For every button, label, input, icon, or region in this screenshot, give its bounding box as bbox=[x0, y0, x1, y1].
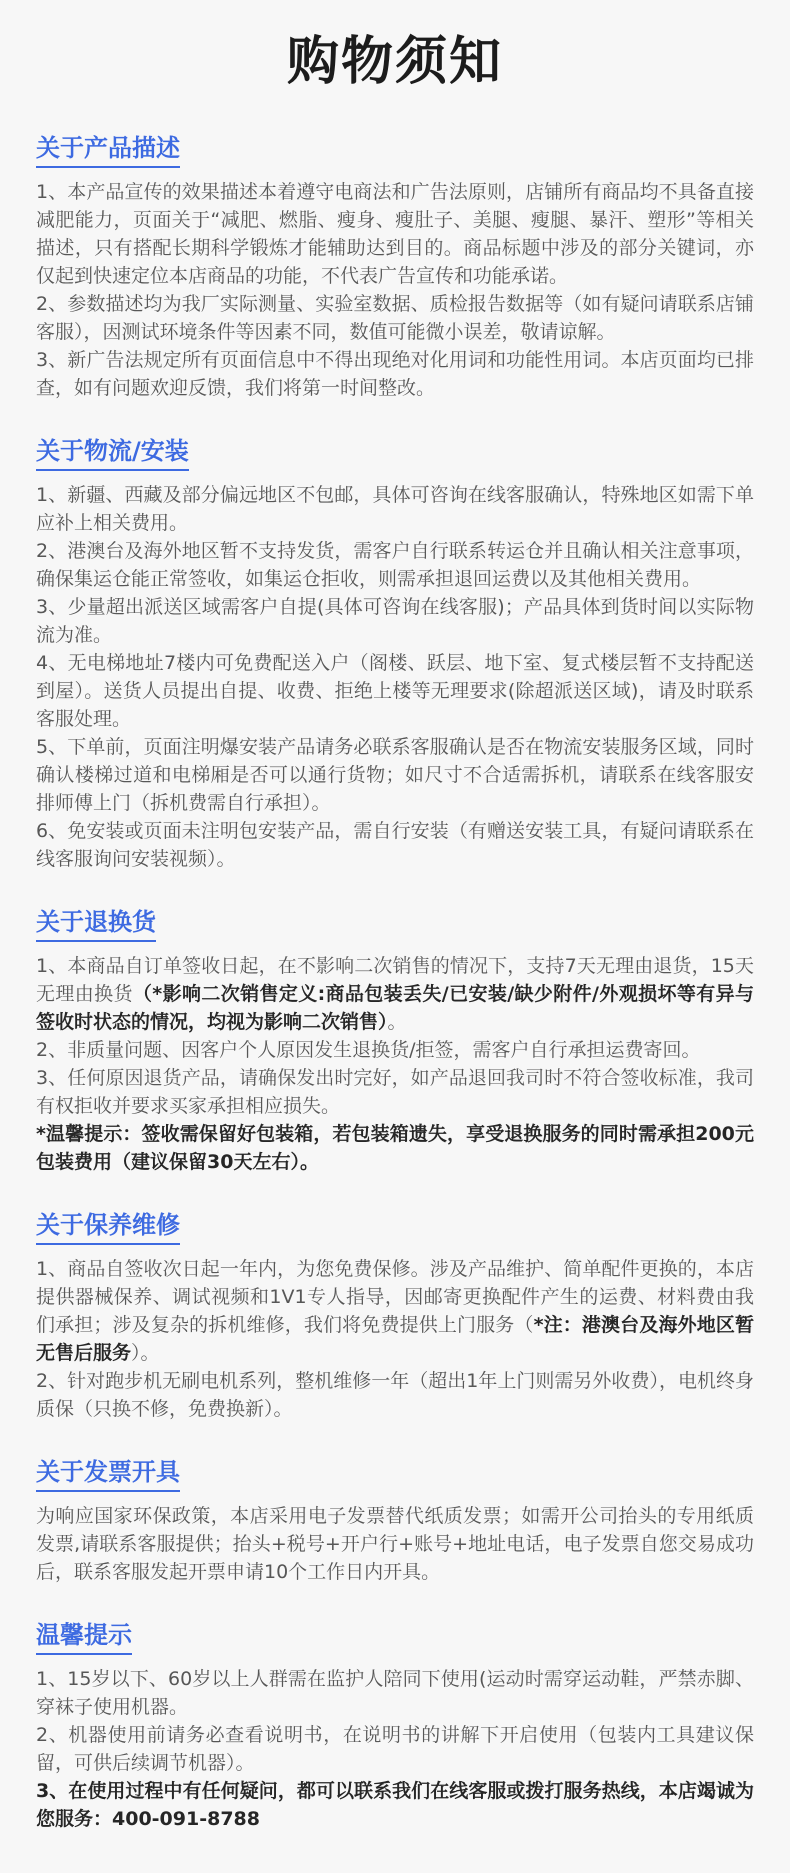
notice-section bbox=[36, 1620, 754, 1833]
body-text: 3、新广告法规定所有页面信息中不得出现绝对化用词和功能性用词。本店页面均已排查，如有问题欢迎反馈，我们将第一时间整改。 bbox=[36, 348, 754, 399]
section-heading bbox=[36, 907, 754, 942]
emphasized-text: （*影响二次销售定义:商品包装丢失/已安装/缺少附件/外观损坏等有异与签收时状态的情况，均视为影响二次销售） bbox=[36, 982, 754, 1033]
section-heading-text: 关于发票开具 bbox=[36, 1457, 180, 1492]
body-text: 1、本产品宣传的效果描述本着遵守电商法和广告法原则，店铺所有商品均不具备直接减肥能力，页面关于“减肥、燃脂、瘦身、瘦肚子、美腿、瘦腿、暴汗、塑形”等相关描述，只有搭配长期科学锻炼才能辅助达到目的。商品标题中涉及的部分关键词，亦仅起到快速定位本店商品的功能，不代表广告宣传和功能承诺。 bbox=[36, 180, 754, 287]
section-paragraph bbox=[36, 1120, 754, 1176]
section-heading-text: 温馨提示 bbox=[36, 1620, 132, 1655]
emphasized-text: *注：港澳台及海外地区暂无售后服务 bbox=[36, 1313, 754, 1364]
section-paragraph bbox=[36, 1367, 754, 1423]
emphasized-text: *温馨提示：签收需保留好包装箱，若包装箱遗失，享受退换服务的同时需承担200元包装费用（建议保留30天左右）。 bbox=[36, 1122, 754, 1173]
body-text: 为响应国家环保政策，本店采用电子发票替代纸质发票；如需开公司抬头的专用纸质发票,请联系客服提供；抬头+税号+开户行+账号+地址电话，电子发票自您交易成功后，联系客服发起开票申请10个工作日内开具。 bbox=[36, 1504, 754, 1583]
body-text: 1、新疆、西藏及部分偏远地区不包邮，具体可咨询在线客服确认，特殊地区如需下单应补上相关费用。 bbox=[36, 483, 754, 534]
section-heading bbox=[36, 436, 754, 471]
section-paragraph bbox=[36, 1036, 754, 1064]
body-text: ）。 bbox=[131, 1341, 160, 1364]
body-text: 1、15岁以下、60岁以上人群需在监护人陪同下使用(运动时需穿运动鞋，严禁赤脚、穿袜子使用机器。 bbox=[36, 1667, 754, 1718]
body-text: 2、参数描述均为我厂实际测量、实验室数据、质检报告数据等（如有疑问请联系店铺客服），因测试环境条件等因素不同，数值可能微小误差，敬请谅解。 bbox=[36, 292, 754, 343]
section-heading-text: 关于产品描述 bbox=[36, 133, 180, 168]
section-heading-text: 关于保养维修 bbox=[36, 1210, 180, 1245]
section-paragraph bbox=[36, 481, 754, 537]
section-paragraph bbox=[36, 952, 754, 1036]
body-text: 6、免安装或页面未注明包安装产品，需自行安装（有赠送安装工具，有疑问请联系在线客服询问安装视频）。 bbox=[36, 819, 754, 870]
notice-sections bbox=[36, 133, 754, 1833]
body-text: 2、针对跑步机无刷电机系列，整机维修一年（超出1年上门则需另外收费），电机终身质保（只换不修，免费换新）。 bbox=[36, 1369, 754, 1420]
section-paragraph bbox=[36, 649, 754, 733]
section-paragraph bbox=[36, 817, 754, 873]
body-text: 4、无电梯地址7楼内可免费配送入户（阁楼、跃层、地下室、复式楼层暂不支持配送到屋）。送货人员提出自提、收费、拒绝上楼等无理要求(除超派送区域)，请及时联系客服处理。 bbox=[36, 651, 754, 730]
section-paragraph bbox=[36, 1255, 754, 1367]
body-text: 1、本商品自订单签收日起，在不影响二次销售的情况下，支持7天无理由退货，15天无理由换货 bbox=[36, 954, 754, 1005]
notice-section bbox=[36, 133, 754, 402]
section-paragraph bbox=[36, 1777, 754, 1833]
section-paragraph bbox=[36, 290, 754, 346]
body-text: 。 bbox=[387, 1010, 407, 1033]
body-text: 3、任何原因退货产品，请确保发出时完好，如产品退回我司时不符合签收标准，我司有权拒收并要求买家承担相应损失。 bbox=[36, 1066, 754, 1117]
section-paragraph bbox=[36, 1502, 754, 1586]
notice-section bbox=[36, 1457, 754, 1586]
page-title: 购物须知 bbox=[286, 32, 503, 92]
body-text: 5、下单前，页面注明爆安装产品请务必联系客服确认是否在物流安装服务区域，同时确认楼梯过道和电梯厢是否可以通行货物；如尺寸不合适需拆机，请联系在线客服安排师傅上门（拆机费需自行承担）。 bbox=[36, 735, 754, 814]
notice-section bbox=[36, 1210, 754, 1423]
body-text: 1、商品自签收次日起一年内，为您免费保修。涉及产品维护、简单配件更换的，本店提供器械保养、调试视频和1V1专人指导，因邮寄更换配件产生的运费、材料费由我们承担；涉及复杂的拆机维修，我们将免费提供上门服务（ bbox=[36, 1257, 754, 1336]
notice-section bbox=[36, 436, 754, 873]
section-paragraph bbox=[36, 1665, 754, 1721]
section-paragraph bbox=[36, 1721, 754, 1777]
emphasized-text: 3、在使用过程中有任何疑问，都可以联系我们在线客服或拨打服务热线，本店竭诚为您服务：400-091-8788 bbox=[36, 1779, 754, 1830]
section-heading-text: 关于物流/安装 bbox=[36, 436, 189, 471]
section-heading bbox=[36, 1620, 754, 1655]
section-heading-text: 关于退换货 bbox=[36, 907, 156, 942]
section-heading bbox=[36, 1210, 754, 1245]
notice-section bbox=[36, 907, 754, 1176]
section-paragraph bbox=[36, 593, 754, 649]
section-paragraph bbox=[36, 346, 754, 402]
section-paragraph bbox=[36, 537, 754, 593]
body-text: 2、非质量问题、因客户个人原因发生退换货/拒签，需客户自行承担运费寄回。 bbox=[36, 1038, 701, 1061]
body-text: 2、机器使用前请务必查看说明书，在说明书的讲解下开启使用（包装内工具建议保留，可供后续调节机器）。 bbox=[36, 1723, 754, 1774]
section-paragraph bbox=[36, 733, 754, 817]
section-paragraph bbox=[36, 1064, 754, 1120]
section-paragraph bbox=[36, 178, 754, 290]
section-heading bbox=[36, 1457, 754, 1492]
body-text: 2、港澳台及海外地区暂不支持发货，需客户自行联系转运仓并且确认相关注意事项，确保集运仓能正常签收，如集运仓拒收，则需承担退回运费以及其他相关费用。 bbox=[36, 539, 754, 590]
body-text: 3、少量超出派送区域需客户自提(具体可咨询在线客服)；产品具体到货时间以实际物流为准。 bbox=[36, 595, 754, 646]
section-heading bbox=[36, 133, 754, 168]
